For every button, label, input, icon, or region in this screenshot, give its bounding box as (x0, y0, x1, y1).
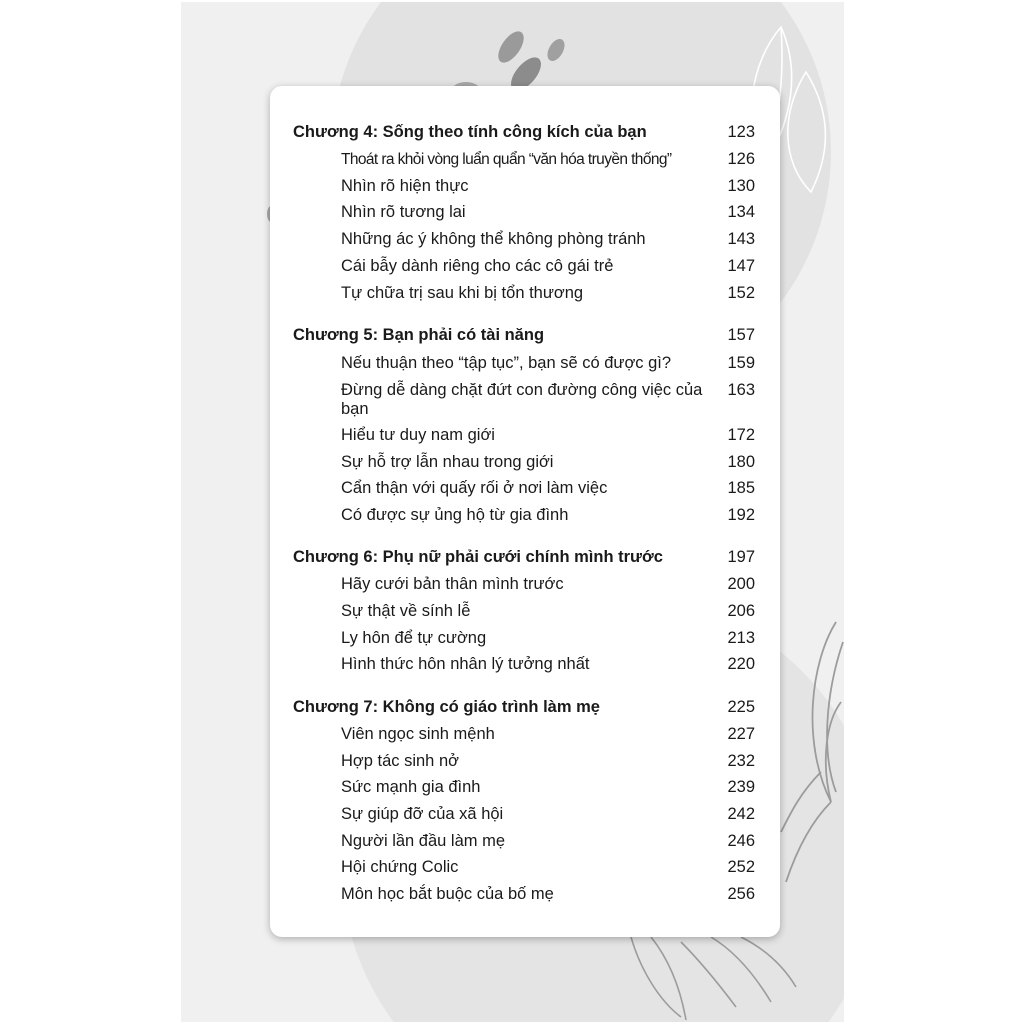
entry-page-number: 143 (727, 230, 755, 248)
entry-title: Nếu thuận theo “tập tục”, bạn sẽ có được gì? (341, 354, 672, 372)
entry-page-number: 152 (727, 284, 755, 302)
chapter-page-number: 197 (727, 548, 755, 566)
entry-title: Hình thức hôn nhân lý tưởng nhất (341, 655, 590, 673)
entry-title: Sự thật về sính lễ (341, 602, 471, 620)
entry-page-number: 192 (727, 506, 755, 524)
entry-page-number: 159 (727, 354, 755, 372)
entry-title: Viên ngọc sinh mệnh (341, 725, 495, 743)
entry-title: Sự hỗ trợ lẫn nhau trong giới (341, 453, 554, 471)
entry-title: Thoát ra khỏi vòng luẩn quẩn “văn hóa truyền thống” (341, 151, 672, 168)
entry-title: Hợp tác sinh nở (341, 752, 459, 770)
chapter-title: Chương 5: Bạn phải có tài năng (293, 326, 545, 344)
entry-title: Hãy cưới bản thân mình trước (341, 575, 564, 593)
entry-page-number: 232 (727, 752, 755, 770)
chapter-title: Chương 7: Không có giáo trình làm mẹ (293, 698, 600, 716)
entry-title: Cái bẫy dành riêng cho các cô gái trẻ (341, 257, 614, 275)
chapter-title: Chương 4: Sống theo tính công kích của bạn (293, 123, 647, 141)
entry-title: Nhìn rõ tương lai (341, 203, 466, 221)
entry-title: Sự giúp đỡ của xã hội (341, 805, 504, 823)
entry-page-number: 180 (727, 453, 755, 471)
entry-page-number: 227 (727, 725, 755, 743)
entry-page-number: 239 (727, 778, 755, 796)
entry-title: Hội chứng Colic (341, 858, 459, 876)
entry-title: Tự chữa trị sau khi bị tổn thương (341, 284, 584, 302)
entry-page-number: 213 (727, 629, 755, 647)
entry-page-number: 200 (727, 575, 755, 593)
entry-page-number: 172 (727, 426, 755, 444)
entry-page-number: 126 (727, 150, 755, 168)
entry-title: Sức mạnh gia đình (341, 778, 481, 796)
entry-title: Cẩn thận với quấy rối ở nơi làm việc (341, 479, 608, 497)
chapter-title: Chương 6: Phụ nữ phải cưới chính mình trước (293, 548, 663, 566)
entry-title: Môn học bắt buộc của bố mẹ (341, 885, 554, 903)
entry-page-number: 242 (727, 805, 755, 823)
chapter-page-number: 225 (727, 698, 755, 716)
entry-title: Đừng dễ dàng chặt đứt con đường công việc của bạn (341, 381, 703, 418)
entry-title: Ly hôn để tự cường (341, 629, 487, 647)
entry-page-number: 147 (727, 257, 755, 275)
entry-page-number: 163 (727, 381, 755, 399)
entry-page-number: 134 (727, 203, 755, 221)
entry-page-number: 206 (727, 602, 755, 620)
entry-title: Những ác ý không thể không phòng tránh (341, 230, 646, 248)
entry-page-number: 246 (727, 832, 755, 850)
entry-title: Nhìn rõ hiện thực (341, 177, 469, 195)
entry-page-number: 130 (727, 177, 755, 195)
entry-page-number: 220 (727, 655, 755, 673)
entry-page-number: 256 (727, 885, 755, 903)
entry-title: Hiểu tư duy nam giới (341, 426, 495, 444)
table-of-contents (270, 86, 780, 937)
chapter-page-number: 157 (727, 326, 755, 344)
entry-title: Có được sự ủng hộ từ gia đình (341, 506, 569, 524)
entry-title: Người lần đầu làm mẹ (341, 832, 506, 850)
entry-page-number: 252 (727, 858, 755, 876)
chapter-page-number: 123 (727, 123, 755, 141)
entry-page-number: 185 (727, 479, 755, 497)
